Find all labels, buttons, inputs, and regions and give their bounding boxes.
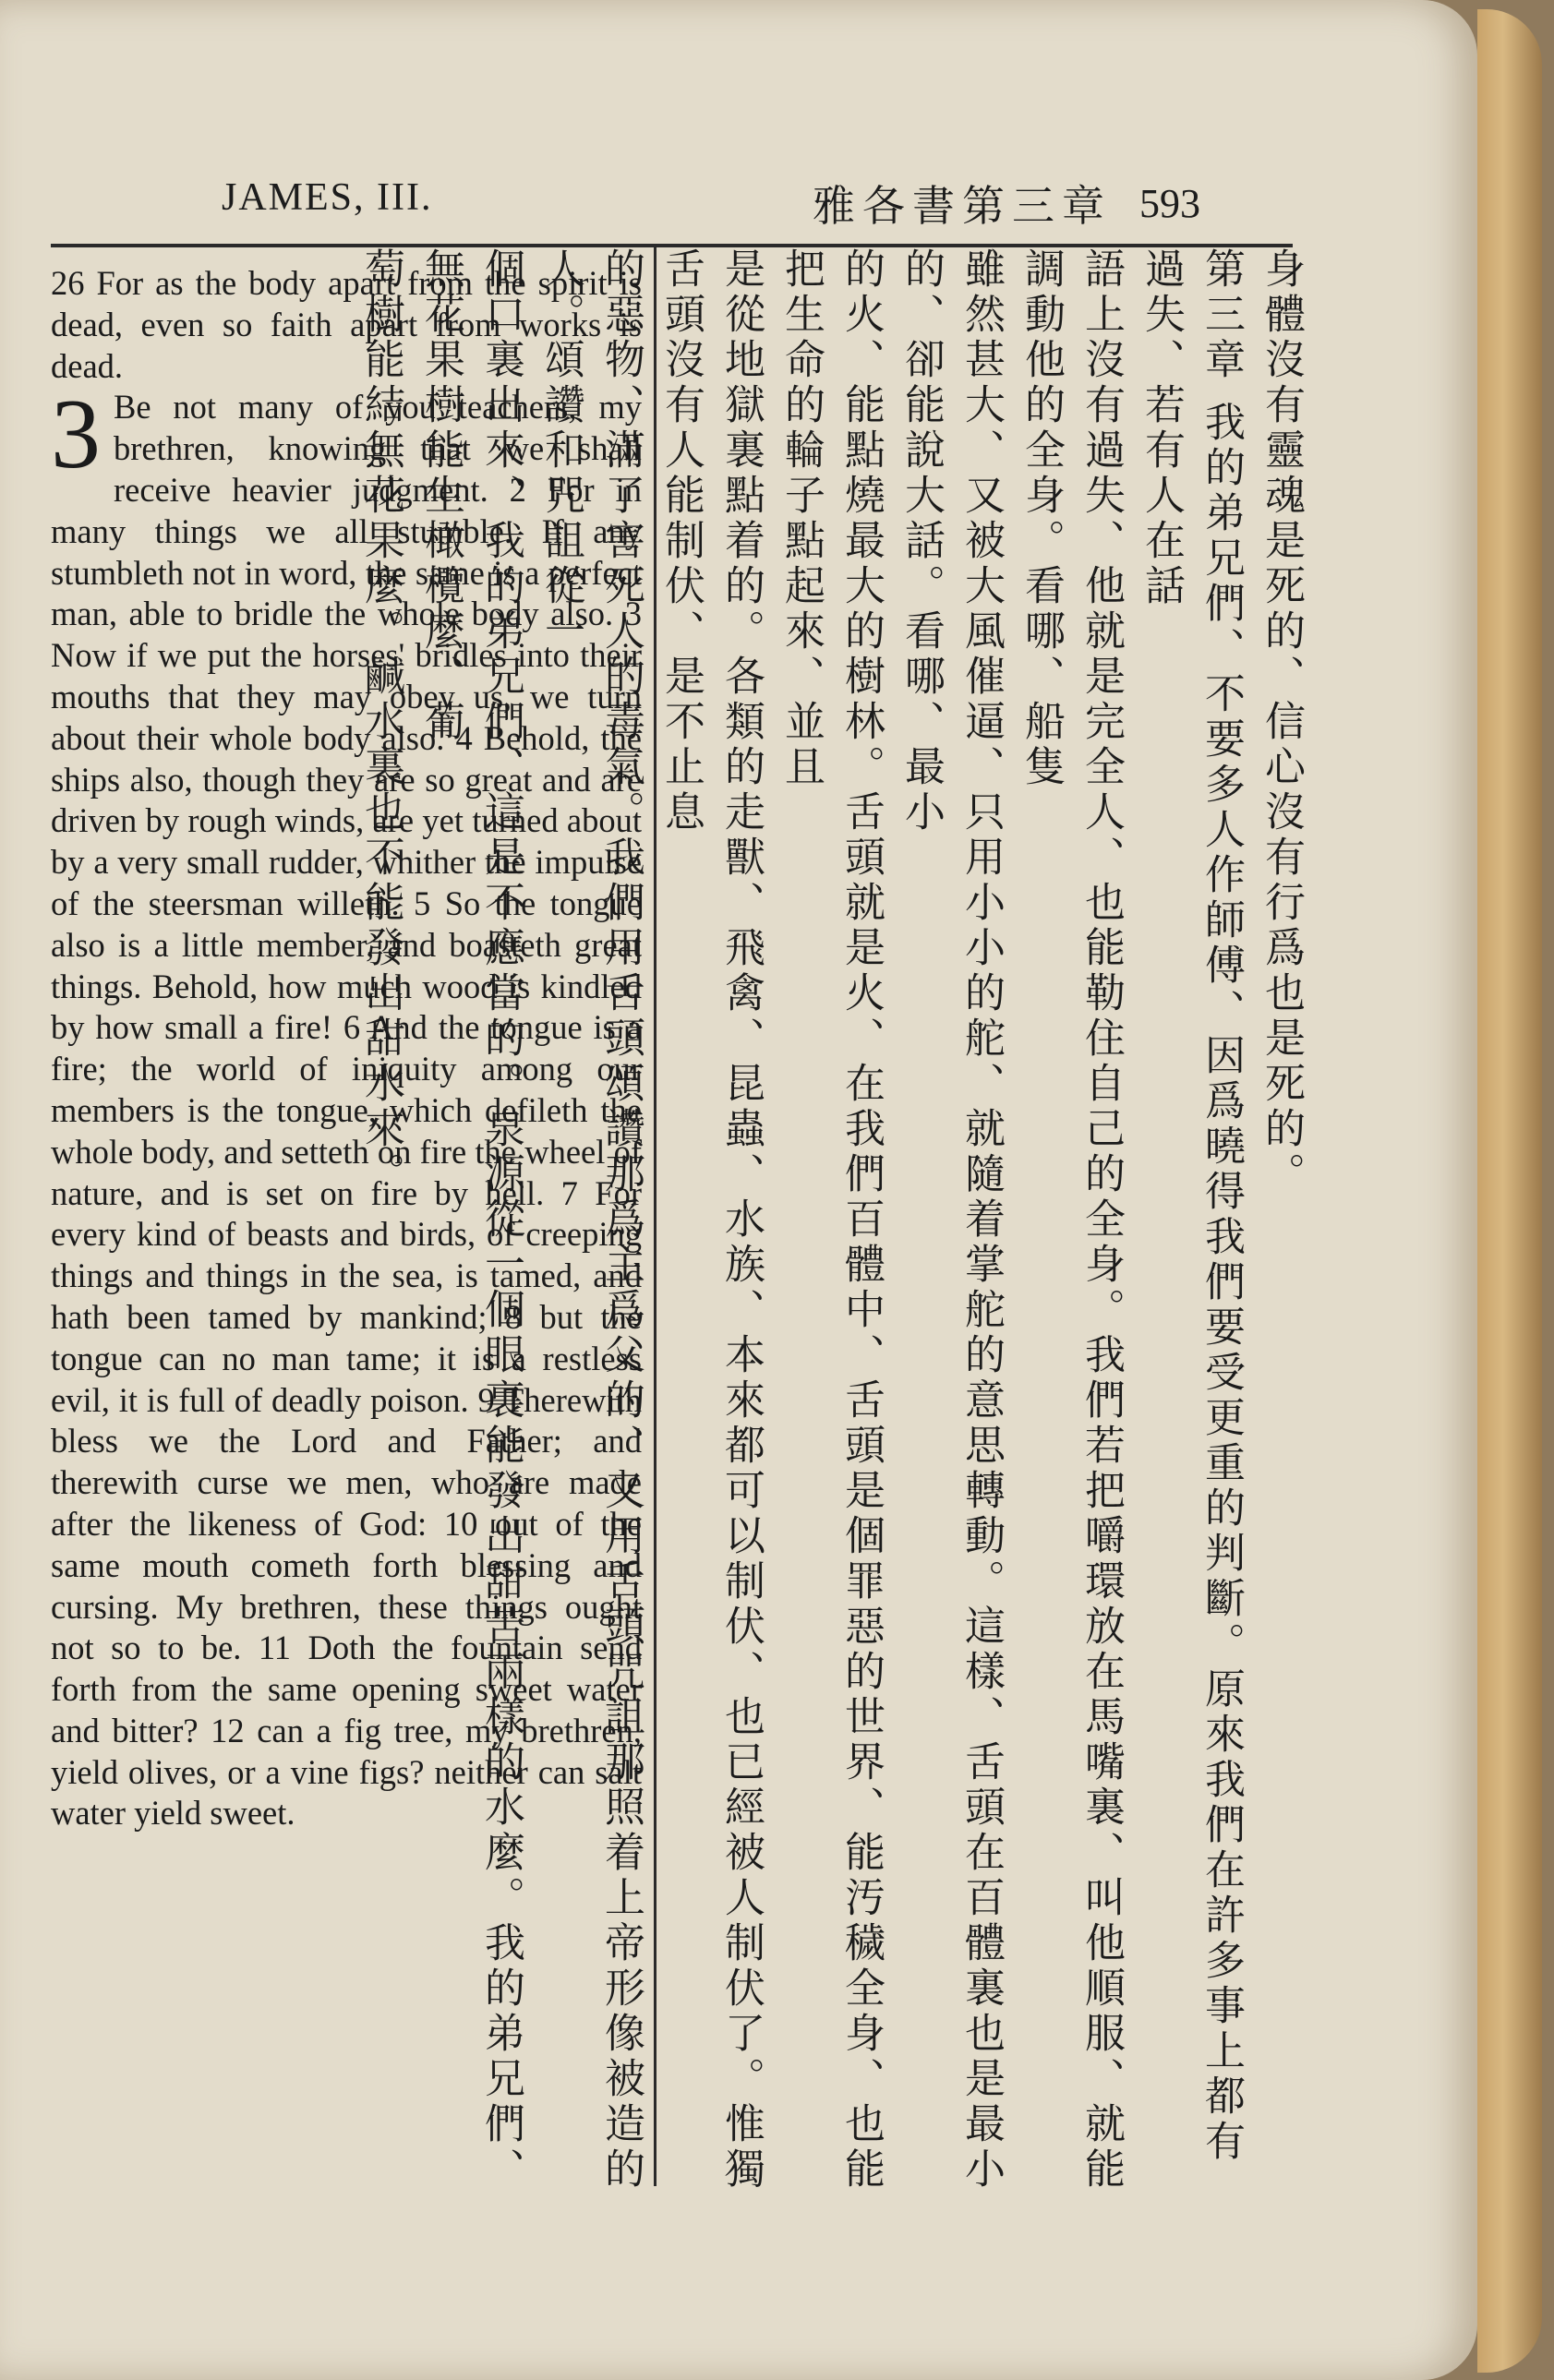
verse-26: 26 For as the body apart from the spirit is dead, even so faith apart from works is dead. <box>51 264 642 385</box>
running-head-chinese: 雅各書第三章 <box>813 181 1112 231</box>
chapter-number: 3 <box>51 379 101 490</box>
running-head-right <box>813 175 1274 231</box>
chinese-line: 第三章 我的弟兄們、不要多人作師傅、因爲曉得我們要受更重的判斷。原來我們在許多事上都有過失、若有人在話 <box>1138 247 1245 2165</box>
chinese-line: 個口裏出來、我的弟兄們、這是不應當的。泉源從一個眼裏能發出甜苦兩樣的水麼。我的弟兄們、無花果樹能生橄欖麼、葡 <box>417 247 524 2193</box>
page-edge <box>1477 9 1542 2373</box>
chinese-line: 的惡物、滿了害死人的毒氣。我們用舌頭頌讚那爲主爲父的、又用舌頭咒詛那照着上帝形像被造的人。頌讚和咒詛從一 <box>537 247 644 2193</box>
running-head-english: JAMES, III. <box>222 176 433 219</box>
chinese-line: 是從地獄裏點着的。各類的走獸、飛禽、昆蟲、水族、本來都可以制伏、也已經被人制伏了。惟獨舌頭沒有人能制伏、是不止息 <box>657 247 765 2193</box>
chinese-line: 萄樹能結無花果麼。鹹水裏也不能發出甜水來。 <box>357 247 404 1197</box>
chinese-line: 身體沒有靈魂是死的、信心沒有行爲也是死的。 <box>1258 247 1305 1197</box>
page-number: 593 <box>1139 180 1200 226</box>
chapter-body: Be not many of you teachers, my brethren, knowing that we shall receive heavier judgment. 2 For in many things we all stumble. If any stumbleth not in word, the same is a perfect man, able to bridle the whole body also. 3 Now if we put the horses' bridles into their mouths that they may obey us, we turn about their whole body also. 4 Behold, the ships also, though they are so great and are driven by rough winds, are yet turned about by a very small rudder, whither the impulse of the steersman willeth. 5 So the tongue also is a little member, and boasteth great things. Behold, how much wood is kindled by how small a fire! 6 And the tongue is a fire; the world of iniquity among our members is the tongue, which defileth the whole body, and setteth on fire the wheel of nature, and is set on fire by hell. 7 For every kind of beasts and birds, of creeping things and things in the sea, is tamed, and hath been tamed by mankind; 8 but the tongue can no man tame; it is a restless evil, it is full of deadly poison. 9 Therewith bless we the Lord and Father; and therewith curse we men, who are made after the likeness of God: 10 out of the same mouth cometh forth blessing and cursing. My brethren, these things ought not so to be. 11 Doth the fountain send forth from the same opening sweet water and bitter? 12 can a fig tree, my brethren, yield olives, or a vine figs? neither can salt water yield sweet. <box>51 388 642 1833</box>
chinese-line: 的火、能點燒最大的樹林。舌頭就是火、在我們百體中、舌頭是個罪惡的世界、能汚穢全身、也能把生命的輪子點起來、並且 <box>777 247 885 2193</box>
chinese-column <box>357 247 1311 2195</box>
chinese-line: 語上沒有過失、他就是完全人、也能勒住自己的全身。我們若把嚼環放在馬嘴裏、叫他順服、就能調動他的全身。看哪、船隻 <box>1018 247 1125 2193</box>
chinese-line: 雖然甚大、又被大風催逼、只用小小的舵、就隨着掌舵的意思轉動。這樣、舌頭在百體裏也是最小的、卻能說大話。看哪、最小 <box>897 247 1005 2193</box>
